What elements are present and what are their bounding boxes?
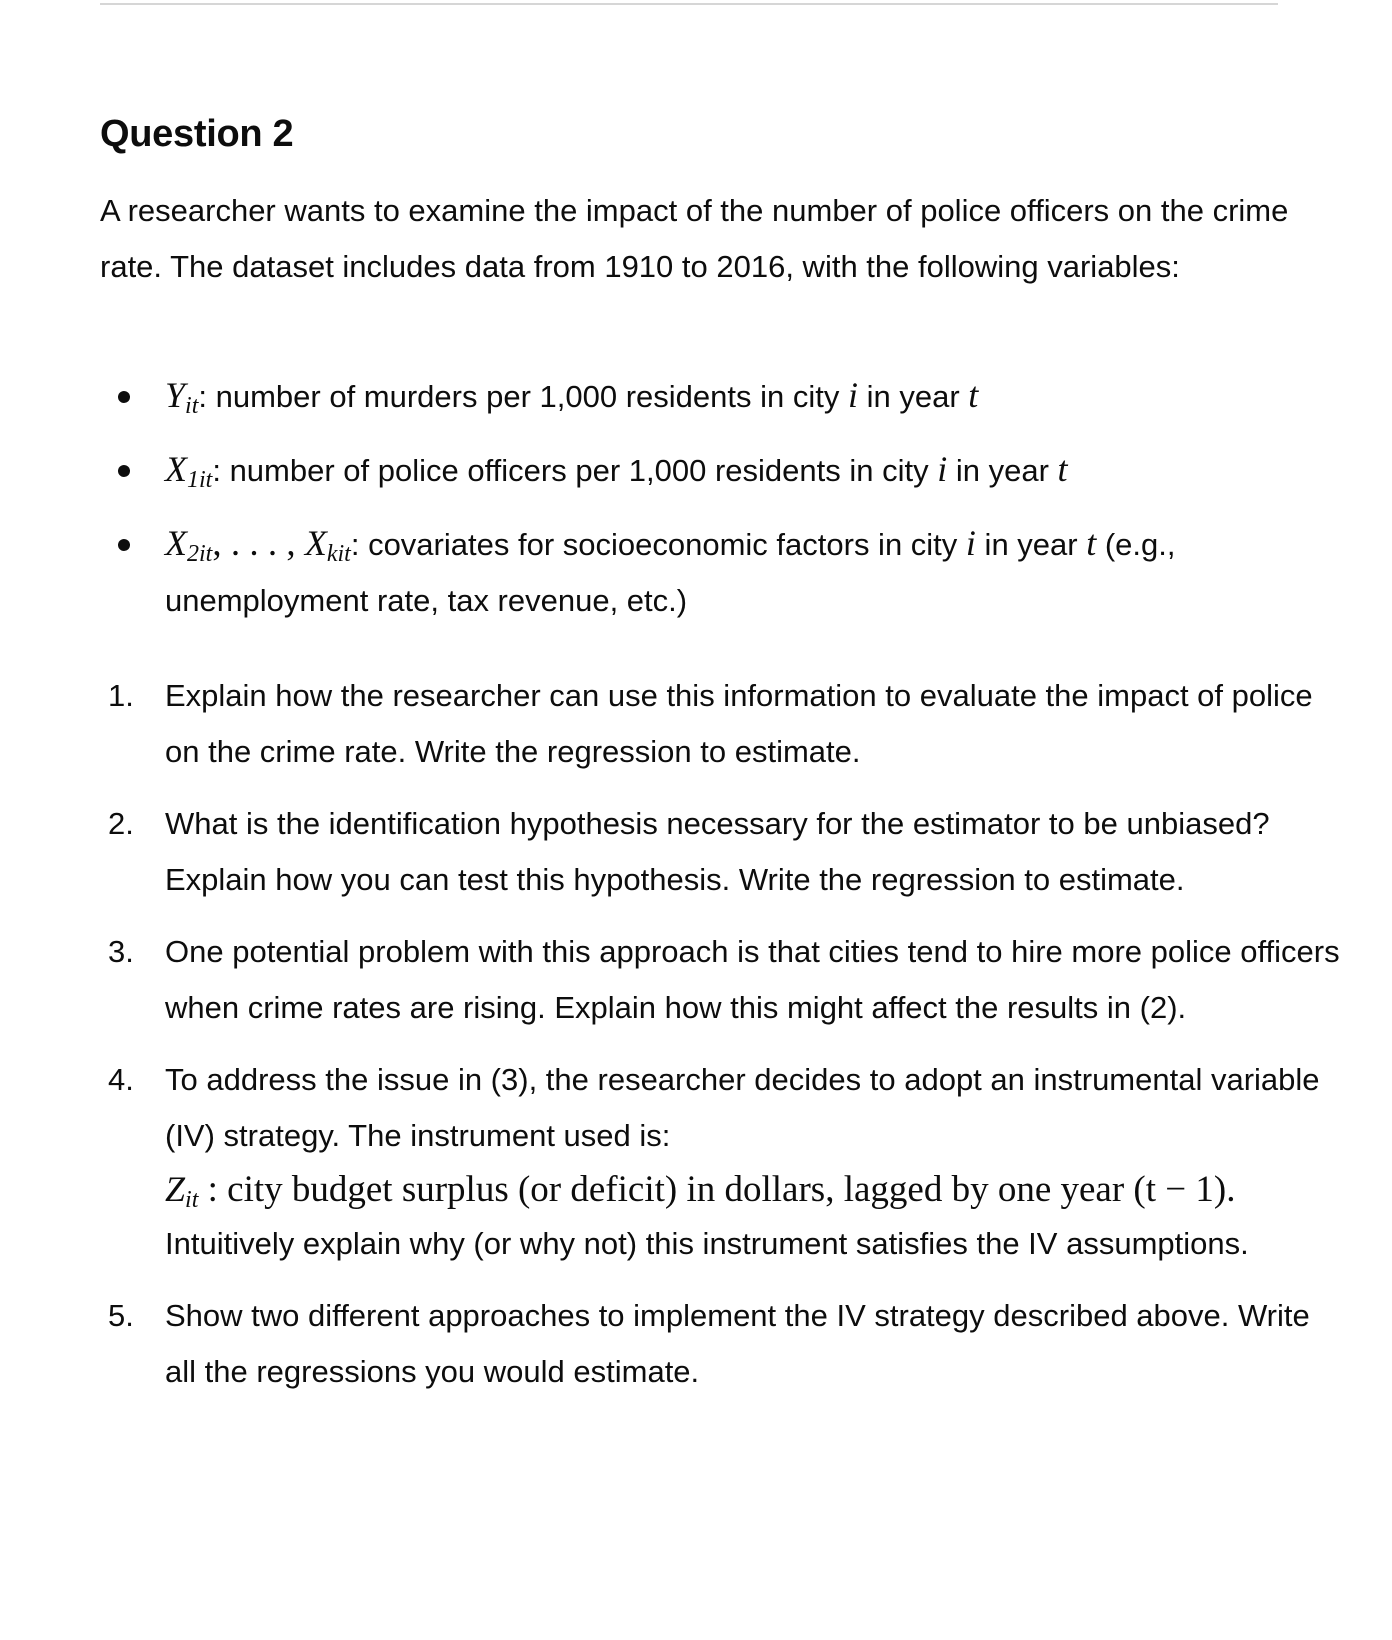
question-number: 2.: [108, 806, 134, 841]
question-heading: Question 2: [100, 113, 294, 155]
math-index: i: [847, 375, 858, 415]
instrument-definition: [165, 1164, 1340, 1216]
question-text: What is the identification hypothesis necessary for the estimator to be unbiased? Explain how you can test this hypothesis. Write the regression to estimate.: [165, 806, 1270, 897]
question-item-3: [100, 924, 1340, 1036]
question-text-continued: Intuitively explain why (or why not) this instrument satisfies the IV assumptions.: [165, 1226, 1249, 1261]
question-text: Explain how the researcher can use this information to evaluate the impact of police on the crime rate. Write the regression to estimate.: [165, 678, 1313, 769]
bullet-icon: [118, 465, 130, 477]
variable-description: : number of murders per 1,000 residents in city: [198, 379, 840, 414]
variable-description: : covariates for socioeconomic factors in city: [350, 527, 958, 562]
math-index: i: [965, 523, 976, 563]
math-index: t: [1086, 523, 1097, 563]
math-symbol: $X_{1it}$: [165, 449, 213, 493]
bullet-icon: [118, 391, 130, 403]
top-divider: [100, 3, 1278, 5]
intro-paragraph: A researcher wants to examine the impact of the number of police officers on the crime rate. The dataset includes data from 1910 to 2016, with the following variables:: [100, 193, 1289, 284]
question-text: Show two different approaches to implement the IV strategy described above. Write all the regressions you would estimate.: [165, 1298, 1310, 1389]
question-number: 5.: [108, 1298, 134, 1333]
question-number: 3.: [108, 934, 134, 969]
question-number: 1.: [108, 678, 134, 713]
math-symbol: $Y_{it}$: [165, 375, 199, 419]
math-index: t: [1057, 449, 1068, 489]
variable-list: [100, 367, 1300, 645]
math-index: i: [937, 449, 948, 489]
question-item-5: [100, 1288, 1340, 1400]
question-text: To address the issue in (3), the researcher decides to adopt an instrumental variable (IV) strategy. The instrument used is:: [165, 1062, 1320, 1153]
instrument-text: : city budget surplus (or deficit) in dollars, lagged by one year (t − 1).: [198, 1169, 1236, 1210]
question-text: One potential problem with this approach is that cities tend to hire more police officers when crime rates are rising. Explain how this might affect the results in (2).: [165, 934, 1340, 1025]
question-list: [100, 668, 1340, 1416]
question-item-1: [100, 668, 1340, 780]
bullet-icon: [118, 539, 130, 551]
math-symbol: $X_{2it}$, . . . , $X_{kit}$: [165, 523, 351, 567]
variable-description: : number of police officers per 1,000 residents in city: [212, 453, 929, 488]
variable-item-y: $Y_{it}$: number of murders per 1,000 residents in city i in year t: [100, 367, 1300, 425]
question-number: 4.: [108, 1062, 134, 1097]
question-item-4: [100, 1052, 1340, 1272]
math-index: t: [968, 375, 979, 415]
math-symbol: $Z_{it}$: [165, 1169, 199, 1213]
variable-item-x1: $X_{1it}$: number of police officers per 1,000 residents in city i in year t: [100, 441, 1300, 499]
variable-item-covariates: $X_{2it}$, . . . , $X_{kit}$: covariates for socioeconomic factors in city i in year t (e.g., unemployment rate, tax revenue, etc.): [100, 515, 1300, 629]
question-item-2: [100, 796, 1340, 908]
